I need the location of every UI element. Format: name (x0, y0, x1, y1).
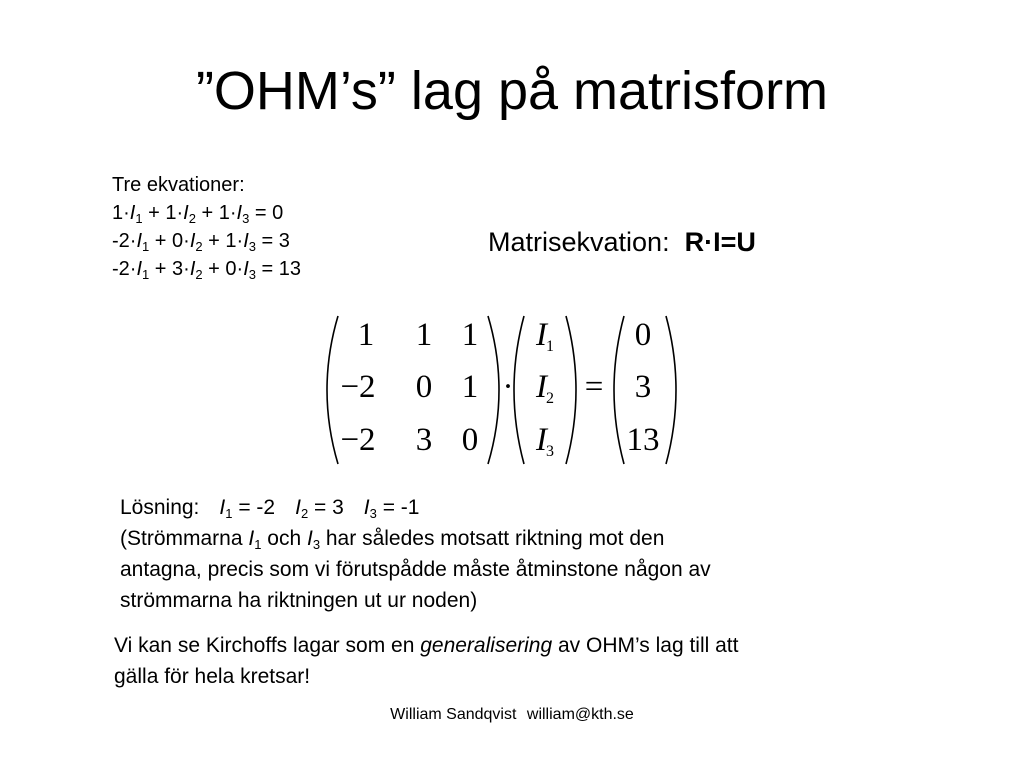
variable: I (243, 230, 249, 252)
matrix-equation-label (488, 224, 756, 260)
solution-note-line-2: antagna, precis som vi förutspådde måste åtminstone någon av (120, 558, 711, 581)
variable: I (129, 202, 136, 224)
vector-i-var: I (536, 317, 547, 353)
footer (0, 706, 1024, 724)
subscript: 2 (188, 211, 196, 226)
vector-i-sub: 1 (546, 338, 554, 355)
matrix-r-left-paren (327, 316, 338, 464)
variable: I (136, 230, 143, 252)
note-var: I (248, 527, 255, 550)
note-var: I (306, 527, 313, 550)
equation-term: + 0· (149, 230, 190, 252)
subscript: 2 (300, 506, 309, 521)
generalization-text (114, 630, 738, 692)
variable: I (189, 258, 196, 280)
matrix-r-right-paren (488, 316, 499, 464)
subscript: 2 (195, 267, 203, 282)
equation-term: -2· (112, 258, 137, 280)
variable: I (363, 496, 370, 519)
solution-value (219, 496, 275, 519)
equation-term: + 0· (202, 258, 244, 280)
variable: I (136, 258, 143, 280)
multiply-dot: · (502, 369, 514, 405)
matrix-r-cell: 0 (461, 422, 479, 458)
variable: I (295, 496, 301, 519)
equals-sign: = (584, 369, 604, 405)
solution-label: Lösning: (120, 496, 200, 519)
solution-note-line-1 (120, 523, 711, 554)
value: = -2 (232, 496, 276, 519)
value: = -1 (376, 496, 420, 519)
vector-u-right-paren (666, 316, 676, 464)
matrix-r-cell: 0 (415, 369, 433, 405)
matrix-r-cell: 3 (415, 422, 433, 458)
solution-value (295, 496, 344, 519)
equation-term: = 13 (256, 258, 302, 280)
equations-heading: Tre ekvationer: (112, 174, 245, 196)
vector-u-left-paren (614, 316, 624, 464)
subscript: 1 (225, 506, 233, 521)
equation-term: + 3· (149, 258, 190, 280)
vector-i-var: I (536, 422, 547, 458)
subscript: 3 (248, 239, 256, 254)
matrix-r-cell: −2 (340, 369, 376, 405)
solution-values (199, 496, 419, 519)
note-text: har således motsatt riktning mot den (320, 527, 665, 550)
solution-note-line-3: strömmarna ha riktningen ut ur noden) (120, 589, 478, 612)
equation-term: = 0 (249, 202, 284, 224)
equation-term: + 1· (195, 202, 237, 224)
generalization-line-2: gälla för hela kretsar! (114, 665, 311, 688)
matrix-label-text: Matrisekvation: (488, 227, 670, 257)
matrix-r-cell: 1 (357, 317, 375, 353)
matrix-equation (310, 312, 690, 468)
equation-row (112, 199, 283, 227)
note-text: (Strömmarna (120, 527, 249, 550)
matrix-formula: R·I=U (684, 227, 756, 257)
value: = 3 (308, 496, 344, 519)
author-email: william@kth.se (526, 706, 634, 723)
equation-row (112, 255, 301, 283)
subscript: 3 (248, 267, 256, 282)
matrix-r-cell: −2 (340, 422, 376, 458)
vector-u-cell: 3 (634, 369, 652, 405)
variable: I (189, 230, 196, 252)
solution-line (120, 492, 711, 523)
subscript: 1 (135, 211, 143, 226)
note-sub: 3 (312, 537, 321, 552)
note-text: och (261, 527, 307, 550)
subscript: 2 (195, 239, 203, 254)
subscript: 3 (242, 211, 250, 226)
gen-text: Vi kan se Kirchoffs lagar som en (114, 634, 421, 657)
matrix-r-cell: 1 (415, 317, 433, 353)
slide-title: ”OHM’s” lag på matrisform (195, 61, 829, 121)
solution-value (364, 496, 420, 519)
equation-term: -2· (112, 230, 137, 252)
subscript: 1 (142, 267, 150, 282)
vector-i-sub: 2 (546, 390, 554, 407)
vector-i-var: I (536, 369, 547, 405)
variable: I (236, 202, 243, 224)
equation-term: + 1· (142, 202, 184, 224)
variable: I (243, 258, 249, 280)
vector-i-left-paren (514, 316, 524, 464)
vector-i-sub: 3 (546, 443, 554, 460)
subscript: 3 (369, 506, 377, 521)
variable: I (219, 496, 226, 519)
equation-term: 1· (112, 202, 130, 224)
vector-i-right-paren (566, 316, 576, 464)
gen-emphasis: generalisering (420, 634, 553, 657)
equation-term: = 3 (256, 230, 290, 252)
gen-text: av OHM’s lag till att (552, 634, 739, 657)
variable: I (183, 202, 189, 224)
equation-row (112, 227, 290, 255)
equation-term: + 1· (202, 230, 244, 252)
vector-u-cell: 0 (634, 317, 652, 353)
generalization-line-1 (114, 630, 738, 661)
vector-u-cell: 13 (626, 422, 660, 458)
solution-block (120, 492, 711, 616)
matrix-r-cell: 1 (461, 317, 479, 353)
author-name: William Sandqvist (390, 706, 517, 723)
subscript: 1 (142, 239, 150, 254)
note-sub: 1 (254, 537, 262, 552)
matrix-r-cell: 1 (461, 369, 479, 405)
